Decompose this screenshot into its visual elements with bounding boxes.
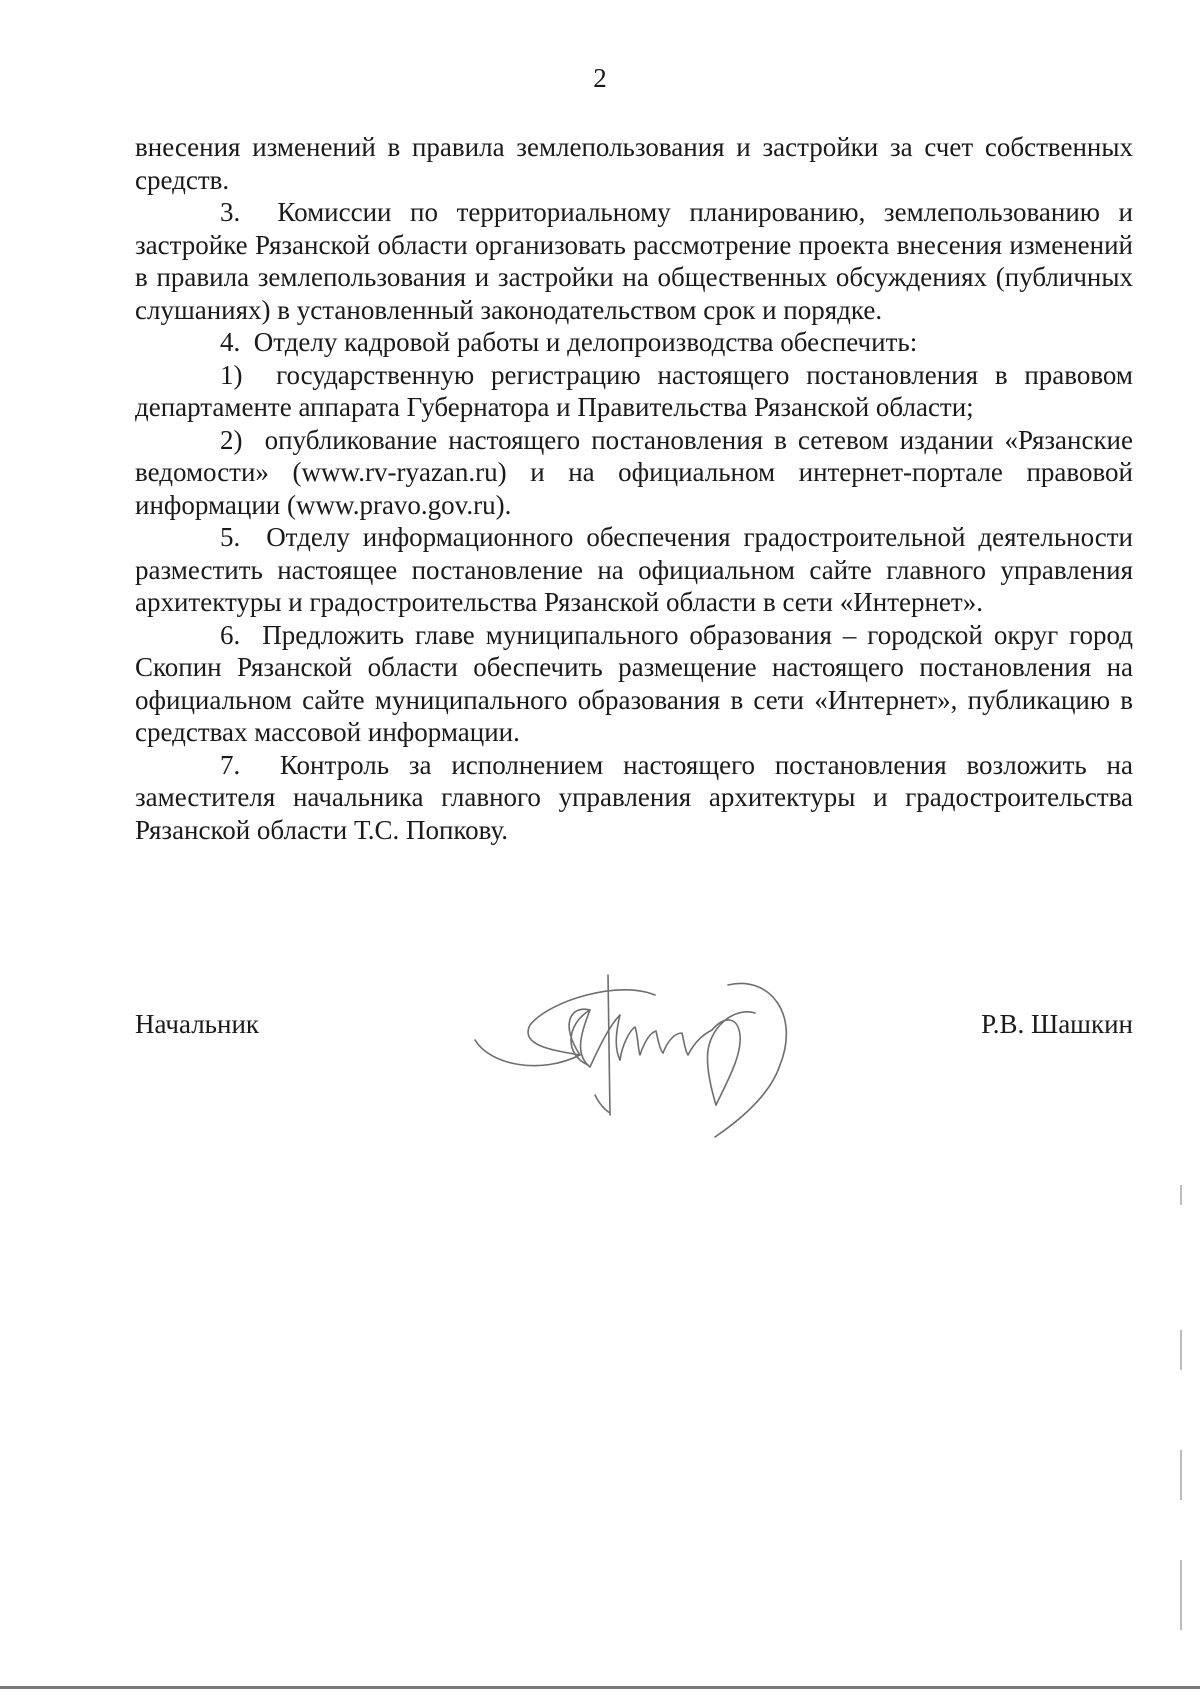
paragraph-item-4-2: 2) опубликование настоящего постановления в сетевом издании «Рязанские ведомости» (www.rv-ryazan.ru) и на официальном интернет-портале правовой информации (www.pravo.gov.ru).: [135, 424, 1133, 520]
paragraph-item-4: 4. Отделу кадровой работы и делопроизводства обеспечить:: [220, 327, 918, 357]
handwritten-signature: [470, 955, 850, 1145]
signer-title: Начальник: [135, 1009, 260, 1039]
scan-edge-mark: [1180, 1330, 1182, 1370]
paragraph-item-7: 7. Контроль за исполнением настоящего постановления возложить на заместителя начальника главного управления архитектуры и градостроительства Рязанской области Т.С. Попкову.: [135, 749, 1133, 845]
document-body: [135, 131, 1133, 846]
scan-edge-mark: [1180, 1450, 1182, 1500]
paragraph-item-3: 3. Комиссии по территориальному планированию, землепользованию и застройке Рязанской области организовать рассмотрение проекта внесения изменений в правила землепользования и застройки на общественных обсуждениях (публичных слушаниях) в установленный законодательством срок и порядке.: [135, 197, 1133, 325]
paragraph-item-4-1: 1) государственную регистрацию настоящего постановления в правовом департаменте аппарата Губернатора и Правительства Рязанской области;: [135, 359, 1133, 422]
paragraph-continuation: внесения изменений в правила землепользования и застройки за счет собственных средств.: [135, 132, 1133, 195]
paragraph-item-5: 5. Отделу информационного обеспечения градостроительной деятельности разместить настоящее постановление на официальном сайте главного управления архитектуры и градостроительства Рязанской области в сети «Интернет».: [135, 522, 1133, 617]
scan-edge-mark: [1180, 1185, 1182, 1205]
signer-name: Р.В. Шашкин: [981, 1009, 1133, 1039]
scan-bottom-border: [0, 1686, 1200, 1689]
paragraph-item-6: 6. Предложить главе муниципального образования – городской округ город Скопин Рязанской области обеспечить размещение настоящего постановления на официальном сайте муниципального образования в сети «Интернет», публикацию в средствах массовой информации.: [135, 619, 1133, 747]
scan-edge-mark: [1180, 1560, 1182, 1630]
page-number: 2: [593, 63, 607, 93]
